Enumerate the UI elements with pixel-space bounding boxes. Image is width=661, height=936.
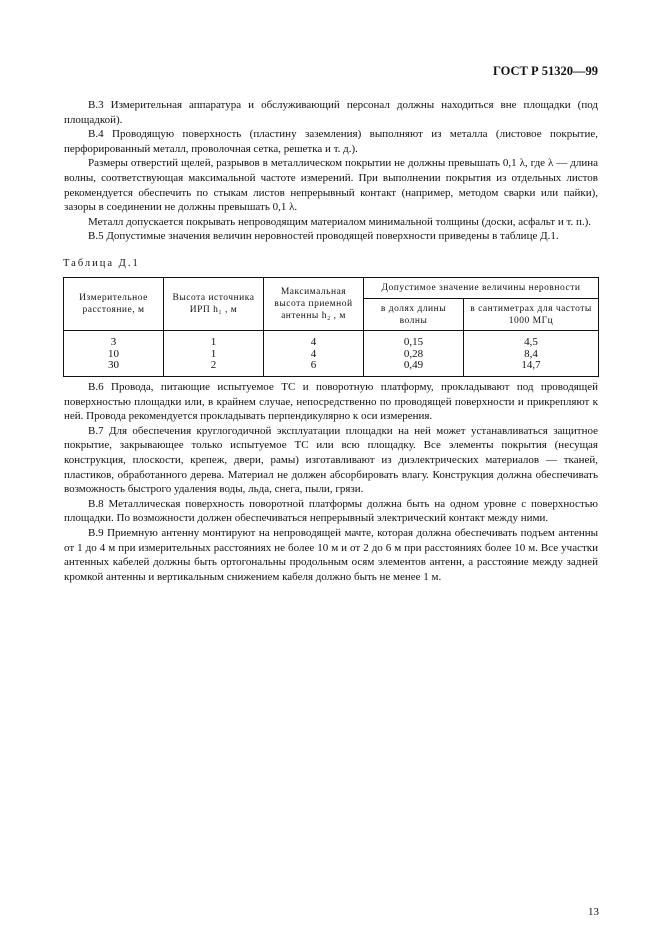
header-source-height: Высота источника ИРП h₁ , м <box>164 278 264 331</box>
table-d1 <box>63 277 599 377</box>
paragraph-b5: В.5 Допустимые значения величин неровностей проводящей поверхности приведены в таблице Д.1. <box>88 230 559 243</box>
section-bottom <box>64 380 598 584</box>
paragraph-b8: В.8 Металлическая поверхность поворотной платформы должна быть на одном уровне с поверхностью площадки. По возможности должен обеспечиваться непрерывный электрический контакт между ними. <box>64 497 598 525</box>
table-row <box>64 331 599 377</box>
paragraph-b9: В.9 Приемную антенну монтируют на непроводящей мачте, которая должна обеспечивать подъем антенны от 1 до 4 м при измерительных расстояниях не более 10 м и от 2 до 6 м при расстояниях более 10 м. Все участки антенных кабелей должны быть ортогональны продольным осям элементов антенн, а расстояние между задней кромкой антенны и вертикальным снижением кабеля должно быть не менее 1 м. <box>64 526 598 583</box>
cell-distance: 3 10 30 <box>64 331 164 377</box>
header-tolerance: Допустимое значение величины неровности <box>364 278 599 299</box>
paragraph-openings: Размеры отверстий щелей, разрывов в металлическом покрытии не должны превышать 0,1 λ, где λ — длина волны, соответствующая максимальной частоте измерений. При выполнении покрытия из отдельных листов рекомендуется обеспечить по стыкам листов непрерывный контакт (например, методом сварки или пайки), зазоры в соединении не должны превышать 0,1 λ. <box>64 157 598 214</box>
cell-cm: 4,5 8,4 14,7 <box>464 331 599 377</box>
header-fraction: в долях длины волны <box>364 299 464 331</box>
cell-fraction: 0,15 0,28 0,49 <box>364 331 464 377</box>
header-cm: в сантиметрах для частоты 1000 МГц <box>464 299 599 331</box>
page-number: 13 <box>588 906 599 918</box>
paragraph-b6: В.6 Провода, питающие испытуемое ТС и поворотную платформу, прокладывают под проводящей поверхностью площадки или, в крайнем случае, непосредственно по проводящей поверхности и прикрепляют к ней. Провода рекомендуется прокладывать перпендикулярно к оси измерения. <box>64 381 598 423</box>
paragraph-b7: В.7 Для обеспечения круглогодичной эксплуатации площадки на ней может устанавливаться защитное покрытие, закрывающее только испытуемое ТС или всю площадку. Все элементы покрытия (несущая конструкция, плоскости, крепеж, двери, рамы) изготавливают из диэлектрических материалов — тканей, пластиков, обработанного дерева. Материал не должен абсорбировать влагу. Конструкция должна обеспечивать возможность быстрого удаления воды, льда, снега, пыли, грязи. <box>64 424 598 496</box>
header-antenna-height: Максимальная высота приемной антенны h₂ , м <box>264 278 364 331</box>
document-id: ГОСТ Р 51320—99 <box>492 64 598 78</box>
table-label: Таблица Д.1 <box>63 258 140 269</box>
header-distance: Измерительное расстояние, м <box>64 278 164 331</box>
paragraph-b3: В.3 Измерительная аппаратура и обслуживающий персонал должны находиться вне площадки (под площадкой). <box>64 99 598 126</box>
cell-antenna-height: 4 4 6 <box>264 331 364 377</box>
paragraph-b4: В.4 Проводящую поверхность (пластину заземления) выполняют из металла (листовое покрытие, перфорированный металл, проволочная сетка, решетка и т. д.). <box>64 128 598 155</box>
paragraph-coating: Металл допускается покрывать непроводящим материалом минимальной толщины (доски, асфальт и т. п.). <box>88 215 592 228</box>
cell-source-height: 1 1 2 <box>164 331 264 377</box>
section-top <box>64 98 598 244</box>
